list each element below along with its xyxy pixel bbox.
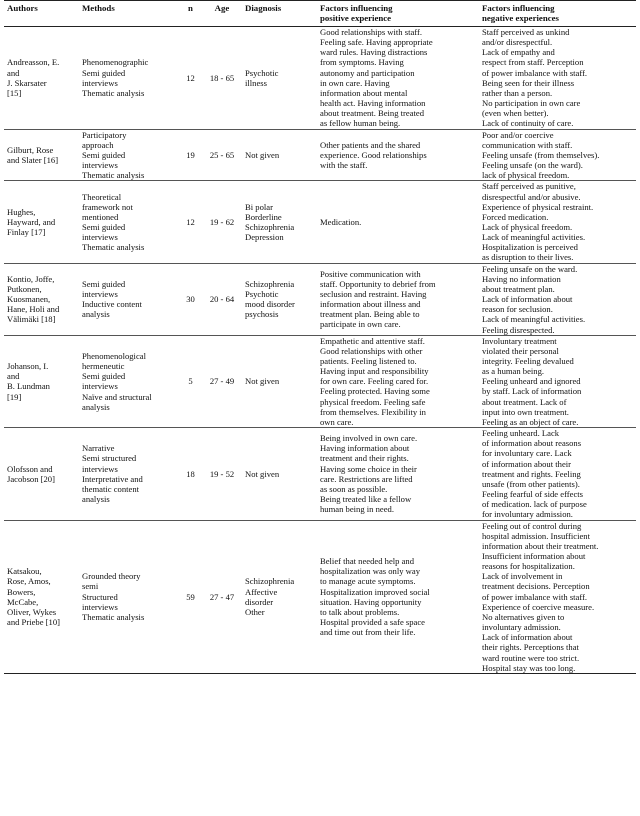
- cell-negative-line: Staff perceived as unkind: [482, 27, 570, 37]
- table-row: [4, 428, 636, 520]
- cell-methods-line: Semi structured: [82, 453, 137, 464]
- cell-methods-line: Interpretative and: [82, 473, 143, 484]
- cell-positive-line: with the staff.: [320, 160, 368, 171]
- cell-negative: [479, 181, 636, 263]
- cell-positive-line: as soon as possible.: [320, 483, 388, 494]
- cell-negative-line: treatment and rights. Feeling: [482, 468, 581, 479]
- cell-n: 30: [179, 263, 202, 335]
- header-positive-line: Factors influencing: [320, 3, 393, 13]
- cell-methods-line: thematic content: [82, 483, 140, 494]
- cell-positive-line: information about mental: [320, 87, 408, 98]
- cell-negative-line: Experience of coercive measure.: [482, 601, 595, 612]
- review-table-page: [4, 0, 636, 674]
- cell-positive-line: Hospitalization improved social: [320, 586, 430, 597]
- cell-negative-line: and/or disrespectful.: [482, 37, 553, 48]
- cell-diagnosis-line: Psychotic: [245, 288, 279, 299]
- cell-methods-line: Thematic analysis: [82, 242, 145, 253]
- cell-positive-line: from themselves. Flexibility in: [320, 406, 426, 417]
- cell-negative-line: their rights. Perceptions that: [482, 642, 579, 653]
- cell-positive: [317, 428, 479, 520]
- cell-negative-line: Being seen for their illness: [482, 77, 575, 88]
- header-n: n: [179, 1, 202, 27]
- cell-negative-line: of information about their: [482, 458, 572, 469]
- cell-methods: [79, 263, 179, 335]
- cell-positive-line: Being treated like a fellow: [320, 494, 412, 505]
- cell-negative-line: Feeling out of control during: [482, 520, 582, 531]
- cell-diagnosis-line: Other: [245, 606, 265, 617]
- cell-diagnosis-line: illness: [245, 77, 267, 88]
- cell-positive: [317, 181, 479, 263]
- cell-positive-line: Feeling protected. Having some: [320, 386, 430, 397]
- cell-positive: [317, 520, 479, 673]
- cell-negative: [479, 428, 636, 520]
- cell-diagnosis-line: Schizophrenia: [245, 221, 295, 232]
- cell-methods: [79, 335, 179, 427]
- cell-positive: [317, 335, 479, 427]
- cell-positive-line: to manage acute symptoms.: [320, 576, 416, 587]
- cell-authors-line: Hayward, and: [7, 216, 56, 227]
- cell-positive: [317, 129, 479, 181]
- cell-methods-line: Grounded theory: [82, 571, 141, 582]
- cell-negative-line: communication with staff.: [482, 139, 573, 150]
- cell-authors-line: Rose, Amos,: [7, 576, 51, 587]
- cell-diagnosis-line: Depression: [245, 232, 284, 243]
- cell-diagnosis-line: Schizophrenia: [245, 278, 295, 289]
- cell-negative-line: No participation in own care: [482, 98, 581, 109]
- cell-positive-line: staff. Opportunity to debrief from: [320, 278, 436, 289]
- cell-negative-line: Lack of continuity of care.: [482, 118, 574, 129]
- cell-negative: [479, 27, 636, 130]
- cell-negative-line: violated their personal: [482, 345, 559, 356]
- cell-negative-line: for involuntary care. Lack: [482, 448, 572, 459]
- cell-positive-line: human being in need.: [320, 504, 394, 515]
- cell-negative-line: Experience of physical restraint.: [482, 201, 594, 212]
- cell-negative-line: involuntary admission.: [482, 622, 561, 633]
- cell-positive-line: about treatment. Being treated: [320, 108, 425, 119]
- cell-diagnosis-line: Bi polar: [245, 201, 273, 212]
- studies-table: [4, 0, 636, 674]
- cell-positive-line: Having information about: [320, 443, 410, 454]
- cell-authors-line: Oliver, Wykes: [7, 606, 57, 617]
- cell-age: 27 - 47: [202, 520, 242, 673]
- cell-positive-line: own care.: [320, 416, 354, 427]
- cell-authors: [4, 520, 79, 673]
- cell-age: 25 - 65: [202, 129, 242, 181]
- cell-n: 18: [179, 428, 202, 520]
- header-diagnosis: Diagnosis: [242, 1, 317, 27]
- cell-negative: [479, 335, 636, 427]
- cell-diagnosis-line: Affective: [245, 586, 278, 597]
- cell-authors-line: Johanson, I.: [7, 361, 49, 372]
- cell-methods-line: interviews: [82, 601, 118, 612]
- cell-methods-line: interviews: [82, 381, 118, 392]
- cell-negative-line: Staff perceived as punitive,: [482, 181, 576, 192]
- cell-negative: [479, 263, 636, 335]
- cell-positive-line: care. Restrictions are lifted: [320, 473, 413, 484]
- cell-authors-line: Finlay [17]: [7, 227, 46, 238]
- cell-negative-line: Lack of empathy and: [482, 47, 555, 58]
- cell-authors-line: Välimäki [18]: [7, 314, 56, 325]
- cell-positive-line: for own care. Feeling cared for.: [320, 376, 429, 387]
- header-positive-line: positive experience: [320, 13, 392, 23]
- table-row: [4, 335, 636, 427]
- cell-negative-line: Feeling unheard. Lack: [482, 428, 560, 439]
- cell-diagnosis-line: Not given: [245, 376, 280, 387]
- cell-authors-line: J. Skarsater: [7, 77, 47, 88]
- cell-authors-line: Hughes,: [7, 206, 36, 217]
- cell-methods-line: mentioned: [82, 211, 119, 222]
- cell-age: 18 - 65: [202, 27, 242, 130]
- table-row: [4, 129, 636, 181]
- cell-authors-line: and Priebe [10]: [7, 616, 60, 627]
- cell-positive: [317, 263, 479, 335]
- cell-age: 19 - 52: [202, 428, 242, 520]
- cell-negative-line: of power imbalance with staff.: [482, 591, 588, 602]
- cell-positive-line: autonomy and participation: [320, 67, 415, 78]
- cell-negative-line: Lack of meaningful activities.: [482, 232, 586, 243]
- cell-methods-line: Semi guided: [82, 371, 126, 382]
- cell-n: 59: [179, 520, 202, 673]
- cell-negative-line: Lack of information about: [482, 632, 573, 643]
- cell-methods-line: interviews: [82, 463, 118, 474]
- cell-diagnosis-line: Schizophrenia: [245, 576, 295, 587]
- cell-authors: [4, 27, 79, 130]
- cell-authors-line: Gilburt, Rose: [7, 144, 54, 155]
- cell-positive-line: Having input and responsibility: [320, 366, 429, 377]
- cell-negative-line: ward routine were too strict.: [482, 652, 580, 663]
- cell-methods-line: Semi guided: [82, 221, 126, 232]
- cell-authors-line: Putkonen,: [7, 283, 42, 294]
- cell-negative-line: of medication. lack of purpose: [482, 499, 587, 510]
- cell-positive-line: to talk about problems.: [320, 606, 400, 617]
- cell-diagnosis: [242, 428, 317, 520]
- cell-methods-line: Theoretical: [82, 191, 122, 202]
- cell-negative-line: reason for seclusion.: [482, 304, 553, 315]
- cell-methods-line: Phenomenological: [82, 350, 146, 361]
- cell-methods: [79, 428, 179, 520]
- cell-positive-line: Other patients and the shared: [320, 139, 421, 150]
- cell-methods-line: Semi guided: [82, 67, 126, 78]
- cell-negative-line: Lack of information about: [482, 294, 573, 305]
- header-positive: [317, 1, 479, 27]
- cell-authors-line: Hane, Holi and: [7, 304, 60, 315]
- cell-negative-line: input into own treatment.: [482, 406, 569, 417]
- cell-methods-line: Thematic analysis: [82, 170, 145, 181]
- cell-methods-line: Thematic analysis: [82, 611, 145, 622]
- cell-authors-line: and Slater [16]: [7, 154, 59, 165]
- cell-authors-line: B. Lundman: [7, 381, 50, 392]
- cell-negative-line: Hospital stay was too long.: [482, 662, 576, 673]
- table-row: [4, 27, 636, 130]
- cell-positive-line: from symptoms. Having: [320, 57, 404, 68]
- cell-negative-line: disrespectful and/or abusive.: [482, 191, 581, 202]
- cell-positive-line: seclusion and restraint. Having: [320, 288, 427, 299]
- cell-age: 19 - 62: [202, 181, 242, 263]
- cell-methods-line: Semi guided: [82, 278, 126, 289]
- cell-negative-line: Feeling disrespected.: [482, 324, 555, 335]
- cell-n: 12: [179, 181, 202, 263]
- cell-positive-line: treatment plan. Being able to: [320, 309, 420, 320]
- cell-negative-line: Feeling unsafe on the ward.: [482, 263, 578, 274]
- cell-diagnosis: [242, 129, 317, 181]
- cell-diagnosis: [242, 27, 317, 130]
- cell-n: 5: [179, 335, 202, 427]
- table-body: [4, 27, 636, 674]
- table-row: [4, 263, 636, 335]
- cell-authors: [4, 335, 79, 427]
- cell-negative-line: Having no information: [482, 273, 561, 284]
- cell-authors-line: and: [7, 371, 20, 382]
- cell-positive-line: Feeling safe. Having appropriate: [320, 37, 433, 48]
- cell-methods-line: approach: [82, 139, 114, 150]
- cell-negative-line: information about their treatment.: [482, 540, 599, 551]
- cell-positive-line: treatment and their rights.: [320, 453, 409, 464]
- cell-methods-line: analysis: [82, 309, 110, 320]
- cell-negative-line: of information about reasons: [482, 438, 582, 449]
- cell-methods-line: Thematic analysis: [82, 87, 145, 98]
- cell-negative-line: Feeling unsafe (from themselves).: [482, 149, 600, 160]
- cell-positive-line: situation. Having opportunity: [320, 596, 422, 607]
- cell-positive-line: Hospital provided a safe space: [320, 616, 425, 627]
- cell-negative-line: Feeling as an object of care.: [482, 416, 579, 427]
- cell-positive-line: participate in own care.: [320, 319, 401, 330]
- cell-diagnosis-line: disorder: [245, 596, 274, 607]
- cell-methods-line: Naïve and structural: [82, 391, 152, 402]
- cell-authors: [4, 129, 79, 181]
- cell-positive-line: health act. Having information: [320, 98, 426, 109]
- cell-n: 12: [179, 27, 202, 130]
- cell-positive-line: as fellow human being.: [320, 118, 401, 129]
- cell-positive-line: Positive communication with: [320, 268, 421, 279]
- cell-positive-line: Good relationships with staff.: [320, 27, 423, 37]
- cell-authors: [4, 181, 79, 263]
- cell-negative-line: Feeling unheard and ignored: [482, 376, 581, 387]
- cell-authors-line: [19]: [7, 391, 22, 402]
- cell-negative-line: Lack of physical freedom.: [482, 221, 573, 232]
- cell-diagnosis-line: Borderline: [245, 211, 282, 222]
- cell-positive-line: ward rules. Having distractions: [320, 47, 428, 58]
- cell-positive-line: and time out from their life.: [320, 627, 416, 638]
- cell-methods-line: interviews: [82, 288, 118, 299]
- cell-negative-line: about treatment. Lack of: [482, 396, 567, 407]
- cell-negative-line: Involuntary treatment: [482, 335, 557, 346]
- cell-methods-line: interviews: [82, 232, 118, 243]
- cell-diagnosis-line: Psychotic: [245, 67, 279, 78]
- cell-negative-line: Feeling fearful of side effects: [482, 489, 584, 500]
- cell-methods: [79, 129, 179, 181]
- cell-negative-line: Lack of involvement in: [482, 571, 563, 582]
- header-authors: Authors: [4, 1, 79, 27]
- header-negative-line: negative experiences: [482, 13, 559, 23]
- cell-diagnosis: [242, 335, 317, 427]
- cell-positive-line: physical freedom. Feeling safe: [320, 396, 426, 407]
- table-header-row: [4, 1, 636, 27]
- cell-n: 19: [179, 129, 202, 181]
- cell-positive-line: Being involved in own care.: [320, 433, 418, 444]
- cell-methods-line: Structured: [82, 591, 118, 602]
- cell-negative-line: for involuntary admission.: [482, 509, 573, 520]
- cell-methods-line: interviews: [82, 160, 118, 171]
- cell-authors-line: Kontio, Joffe,: [7, 273, 55, 284]
- cell-diagnosis-line: Not given: [245, 149, 280, 160]
- cell-positive-line: hospitalization was only way: [320, 566, 421, 577]
- header-negative: [479, 1, 636, 27]
- cell-authors-line: Jacobson [20]: [7, 473, 55, 484]
- cell-authors-line: Olofsson and: [7, 463, 53, 474]
- cell-methods-line: analysis: [82, 401, 110, 412]
- cell-negative-line: reasons for hospitalization.: [482, 561, 575, 572]
- cell-methods-line: analysis: [82, 494, 110, 505]
- cell-diagnosis: [242, 520, 317, 673]
- cell-diagnosis-line: Not given: [245, 468, 280, 479]
- cell-positive-line: experience. Good relationships: [320, 149, 427, 160]
- cell-methods-line: semi: [82, 581, 99, 592]
- cell-negative-line: Insufficient information about: [482, 550, 586, 561]
- cell-negative-line: Lack of meaningful activities.: [482, 314, 586, 325]
- cell-authors-line: Bowers,: [7, 586, 36, 597]
- cell-methods: [79, 27, 179, 130]
- cell-negative-line: integrity. Feeling devalued: [482, 356, 574, 366]
- cell-authors-line: McCabe,: [7, 596, 39, 607]
- cell-negative-line: Hospitalization is perceived: [482, 242, 578, 253]
- cell-negative-line: as a human being.: [482, 366, 545, 377]
- cell-negative-line: hospital admission. Insufficient: [482, 530, 590, 541]
- cell-age: 27 - 49: [202, 335, 242, 427]
- cell-negative-line: Forced medication.: [482, 211, 549, 222]
- cell-positive-line: Belief that needed help and: [320, 556, 415, 567]
- cell-negative: [479, 520, 636, 673]
- cell-methods-line: Participatory: [82, 129, 127, 140]
- cell-methods-line: framework not: [82, 201, 133, 212]
- cell-authors-line: and: [7, 67, 20, 78]
- cell-negative-line: about treatment plan.: [482, 283, 555, 294]
- cell-methods-line: Phenomenographic: [82, 57, 149, 68]
- cell-positive-line: in own care. Having: [320, 77, 390, 88]
- cell-positive-line: Good relationships with other: [320, 345, 423, 356]
- cell-positive-line: information about illness and: [320, 299, 421, 310]
- cell-methods-line: Narrative: [82, 443, 115, 454]
- cell-positive-line: Having some choice in their: [320, 463, 417, 474]
- cell-authors-line: Andreasson, E.: [7, 57, 60, 68]
- cell-positive-line: Empathetic and attentive staff.: [320, 335, 425, 346]
- cell-negative-line: (even when better).: [482, 108, 549, 119]
- cell-negative-line: as disruption to their lives.: [482, 252, 574, 263]
- cell-age: 20 - 64: [202, 263, 242, 335]
- cell-diagnosis: [242, 263, 317, 335]
- cell-negative-line: treatment decisions. Perception: [482, 581, 590, 592]
- cell-negative-line: respect from staff. Perception: [482, 57, 584, 68]
- cell-methods: [79, 181, 179, 263]
- cell-positive-line: patients. Feeling listened to.: [320, 356, 417, 366]
- cell-negative-line: Poor and/or coercive: [482, 129, 554, 140]
- cell-diagnosis: [242, 181, 317, 263]
- cell-methods-line: Semi guided: [82, 149, 126, 160]
- cell-negative: [479, 129, 636, 181]
- cell-diagnosis-line: psychosis: [245, 309, 279, 320]
- cell-negative-line: Feeling unsafe (on the ward).: [482, 160, 583, 171]
- cell-negative-line: lack of physical freedom.: [482, 170, 570, 181]
- cell-negative-line: No alternatives given to: [482, 611, 565, 622]
- table-row: [4, 520, 636, 673]
- cell-methods-line: hermeneutic: [82, 361, 125, 372]
- cell-methods-line: Inductive content: [82, 299, 142, 310]
- header-negative-line: Factors influencing: [482, 3, 555, 13]
- cell-diagnosis-line: mood disorder: [245, 299, 295, 310]
- cell-negative-line: rather than a person.: [482, 87, 553, 98]
- cell-authors: [4, 263, 79, 335]
- cell-methods: [79, 520, 179, 673]
- cell-authors-line: Katsakou,: [7, 566, 42, 577]
- cell-authors: [4, 428, 79, 520]
- header-methods: Methods: [79, 1, 179, 27]
- cell-negative-line: of power imbalance with staff.: [482, 67, 588, 78]
- cell-negative-line: by staff. Lack of information: [482, 386, 582, 397]
- cell-positive-line: Medication.: [320, 216, 362, 227]
- cell-positive: [317, 27, 479, 130]
- cell-authors-line: Kuosmanen,: [7, 294, 51, 305]
- cell-methods-line: interviews: [82, 77, 118, 88]
- table-row: [4, 181, 636, 263]
- cell-authors-line: [15]: [7, 87, 22, 98]
- header-age: Age: [202, 1, 242, 27]
- cell-negative-line: unsafe (from other patients).: [482, 478, 580, 489]
